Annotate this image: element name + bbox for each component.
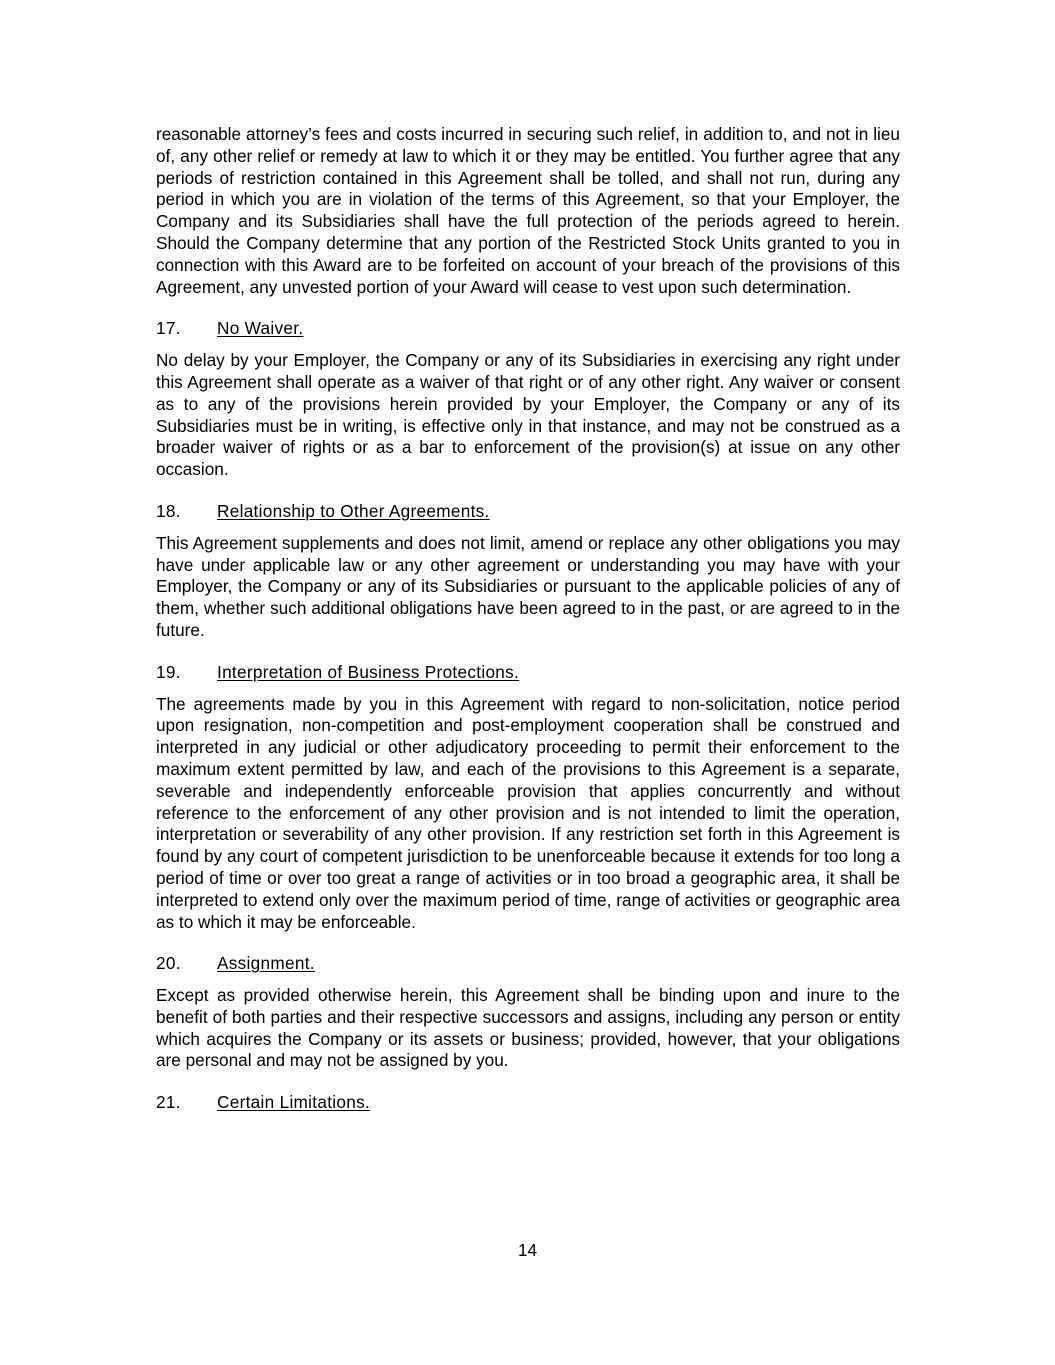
section-title: Interpretation of Business Protections. (217, 661, 520, 682)
section-18-body: This Agreement supplements and does not limit, amend or replace any other obligations you may have under applicable law or any other agreement or understanding you may have with your Employer, the Company or any of its Subsidiaries or pursuant to the applicable policies of any of them, whether such additional obligations have been agreed to in the past, or are agreed to in the future. (156, 532, 900, 640)
section-20-heading (156, 953, 900, 975)
section-18-heading (156, 501, 900, 523)
section-number: 21. (156, 1092, 181, 1113)
document-page (156, 124, 900, 1114)
section-number: 18. (156, 500, 181, 521)
section-21-heading (156, 1092, 900, 1114)
page-number: 14 (517, 1240, 538, 1260)
section-number: 17. (156, 318, 181, 339)
section-19-body: The agreements made by you in this Agreement with regard to non-solicitation, notice period upon resignation, non-competition and post-employment cooperation shall be construed and interpreted in any judicial or other adjudicatory proceeding to permit their enforcement to the maximum extent permitted by law, and each of the provisions to this Agreement is a separate, severable and independently enforceable provision that applies concurrently and without reference to the enforcement of any other provision and is not intended to limit the operation, interpretation or severability of any other provision. If any restriction set forth in this Agreement is found by any court of competent jurisdiction to be unenforceable because it extends for too long a period of time or over too great a range of activities or in too broad a geographic area, it shall be interpreted to extend only over the maximum period of time, range of activities or geographic area as to which it may be enforceable. (156, 693, 900, 932)
intro-paragraph: reasonable attorney’s fees and costs incurred in securing such relief, in addition to, and not in lieu of, any other relief or remedy at law to which it or they may be entitled. You further agree that any periods of restriction contained in this Agreement shall be tolled, and shall not run, during any period in which you are in violation of the terms of this Agreement, so that your Employer, the Company and its Subsidiaries shall have the full protection of the periods agreed to herein. Should the Company determine that any portion of the Restricted Stock Units granted to you in connection with this Award are to be forfeited on account of your breach of the provisions of this Agreement, any unvested portion of your Award will cease to vest upon such determination. (156, 124, 900, 297)
section-20-body: Except as provided otherwise herein, this Agreement shall be binding upon and inure to the benefit of both parties and their respective successors and assigns, including any person or entity which acquires the Company or its assets or business; provided, however, that your obligations are personal and may not be assigned by you. (156, 985, 900, 1071)
section-title: Certain Limitations. (217, 1092, 371, 1113)
section-17-body: No delay by your Employer, the Company or any of its Subsidiaries in exercising any right under this Agreement shall operate as a waiver of that right or of any other right. Any waiver or consent as to any of the provisions herein provided by your Employer, the Company or any of its Subsidiaries must be in writing, is effective only in that instance, and may not be construed as a broader waiver of rights or as a bar to enforcement of the provision(s) at issue on any other occasion. (156, 350, 900, 480)
section-number: 20. (156, 953, 181, 974)
section-title: No Waiver. (217, 318, 304, 339)
section-17-heading (156, 318, 900, 340)
section-19-heading (156, 662, 900, 684)
section-title: Assignment. (217, 953, 315, 974)
section-title: Relationship to Other Agreements. (217, 500, 490, 521)
section-number: 19. (156, 661, 181, 682)
